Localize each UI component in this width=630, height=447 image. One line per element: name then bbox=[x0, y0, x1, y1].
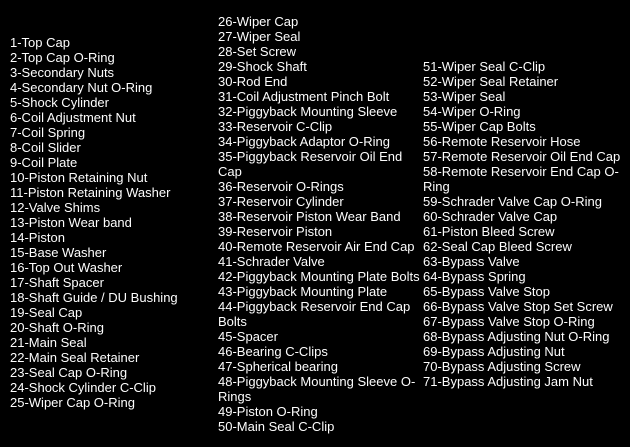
part-list-item: 59-Schrader Valve Cap O-Ring bbox=[423, 194, 602, 209]
part-list-item: 47-Spherical bearing bbox=[218, 359, 338, 374]
part-list-item: 5-Shock Cylinder bbox=[10, 95, 109, 110]
part-list-item: 63-Bypass Valve bbox=[423, 254, 520, 269]
part-list-item: 31-Coil Adjustment Pinch Bolt bbox=[218, 89, 390, 104]
part-list-item: 52-Wiper Seal Retainer bbox=[423, 74, 559, 89]
part-list-item: 14-Piston bbox=[10, 230, 65, 245]
part-list-item: 12-Valve Shims bbox=[10, 200, 101, 215]
part-list-item: 20-Shaft O-Ring bbox=[10, 320, 104, 335]
part-list-item: 9-Coil Plate bbox=[10, 155, 78, 170]
part-list-item: 71-Bypass Adjusting Jam Nut bbox=[423, 374, 593, 389]
part-list-item: 64-Bypass Spring bbox=[423, 269, 526, 284]
part-list-item: 8-Coil Slider bbox=[10, 140, 81, 155]
part-list-item: 61-Piston Bleed Screw bbox=[423, 224, 555, 239]
part-list-item: 38-Reservoir Piston Wear Band bbox=[218, 209, 401, 224]
part-list-item: 35-Piggyback Reservoir Oil End Cap bbox=[218, 149, 403, 179]
part-list-item: 22-Main Seal Retainer bbox=[10, 350, 140, 365]
part-list-item: 36-Reservoir O-Rings bbox=[218, 179, 344, 194]
part-list-item: 16-Top Out Washer bbox=[10, 260, 123, 275]
part-list-item: 49-Piston O-Ring bbox=[218, 404, 318, 419]
part-list-item: 34-Piggyback Adaptor O-Ring bbox=[218, 134, 390, 149]
part-list-item: 10-Piston Retaining Nut bbox=[10, 170, 148, 185]
part-list-item: 28-Set Screw bbox=[218, 44, 297, 59]
part-list-item: 54-Wiper O-Ring bbox=[423, 104, 521, 119]
part-list-item: 21-Main Seal bbox=[10, 335, 87, 350]
part-list-item: 27-Wiper Seal bbox=[218, 29, 301, 44]
part-list-item: 15-Base Washer bbox=[10, 245, 107, 260]
part-list-item: 25-Wiper Cap O-Ring bbox=[10, 395, 135, 410]
part-list-item: 66-Bypass Valve Stop Set Screw bbox=[423, 299, 613, 314]
part-list-item: 29-Shock Shaft bbox=[218, 59, 307, 74]
part-list-item: 33-Reservoir C-Clip bbox=[218, 119, 333, 134]
parts-column-2 bbox=[218, 14, 426, 434]
part-list-item: 46-Bearing C-Clips bbox=[218, 344, 328, 359]
part-list-item: 39-Reservoir Piston bbox=[218, 224, 333, 239]
part-list-item: 40-Remote Reservoir Air End Cap bbox=[218, 239, 415, 254]
part-list-item: 58-Remote Reservoir End Cap O-Ring bbox=[423, 164, 619, 194]
part-list-item: 24-Shock Cylinder C-Clip bbox=[10, 380, 156, 395]
part-list-item: 30-Rod End bbox=[218, 74, 288, 89]
part-list-item: 44-Piggyback Reservoir End Cap Bolts bbox=[218, 299, 411, 329]
part-list-item: 26-Wiper Cap bbox=[218, 14, 299, 29]
part-list-item: 3-Secondary Nuts bbox=[10, 65, 115, 80]
part-list-item: 6-Coil Adjustment Nut bbox=[10, 110, 136, 125]
part-list-item: 53-Wiper Seal bbox=[423, 89, 506, 104]
part-list-item: 60-Schrader Valve Cap bbox=[423, 209, 558, 224]
part-list-item: 18-Shaft Guide / DU Bushing bbox=[10, 290, 178, 305]
part-list-item: 67-Bypass Valve Stop O-Ring bbox=[423, 314, 595, 329]
part-list-item: 41-Schrader Valve bbox=[218, 254, 325, 269]
part-list-item: 45-Spacer bbox=[218, 329, 278, 344]
part-list-item: 11-Piston Retaining Washer bbox=[10, 185, 171, 200]
part-list-item: 51-Wiper Seal C-Clip bbox=[423, 59, 546, 74]
part-list-item: 65-Bypass Valve Stop bbox=[423, 284, 550, 299]
part-list-item: 7-Coil Spring bbox=[10, 125, 86, 140]
part-list-item: 55-Wiper Cap Bolts bbox=[423, 119, 536, 134]
part-list-item: 17-Shaft Spacer bbox=[10, 275, 104, 290]
part-list-item: 62-Seal Cap Bleed Screw bbox=[423, 239, 572, 254]
part-list-item: 70-Bypass Adjusting Screw bbox=[423, 359, 581, 374]
part-list-item: 56-Remote Reservoir Hose bbox=[423, 134, 581, 149]
part-list-item: 23-Seal Cap O-Ring bbox=[10, 365, 128, 380]
part-list-item: 2-Top Cap O-Ring bbox=[10, 50, 115, 65]
part-list-item: 32-Piggyback Mounting Sleeve bbox=[218, 104, 398, 119]
part-list-item: 1-Top Cap bbox=[10, 35, 70, 50]
part-list-item: 19-Seal Cap bbox=[10, 305, 83, 320]
parts-column-3 bbox=[423, 59, 627, 389]
part-list-item: 69-Bypass Adjusting Nut bbox=[423, 344, 565, 359]
part-list-item: 13-Piston Wear band bbox=[10, 215, 132, 230]
part-list-item: 50-Main Seal C-Clip bbox=[218, 419, 335, 434]
part-list-item: 57-Remote Reservoir Oil End Cap bbox=[423, 149, 621, 164]
part-list-item: 48-Piggyback Mounting Sleeve O-Rings bbox=[218, 374, 416, 404]
part-list-item: 68-Bypass Adjusting Nut O-Ring bbox=[423, 329, 610, 344]
part-list-item: 4-Secondary Nut O-Ring bbox=[10, 80, 153, 95]
part-list-item: 43-Piggyback Mounting Plate bbox=[218, 284, 388, 299]
parts-column-1 bbox=[10, 35, 218, 410]
part-list-item: 42-Piggyback Mounting Plate Bolts bbox=[218, 269, 420, 284]
part-list-item: 37-Reservoir Cylinder bbox=[218, 194, 344, 209]
